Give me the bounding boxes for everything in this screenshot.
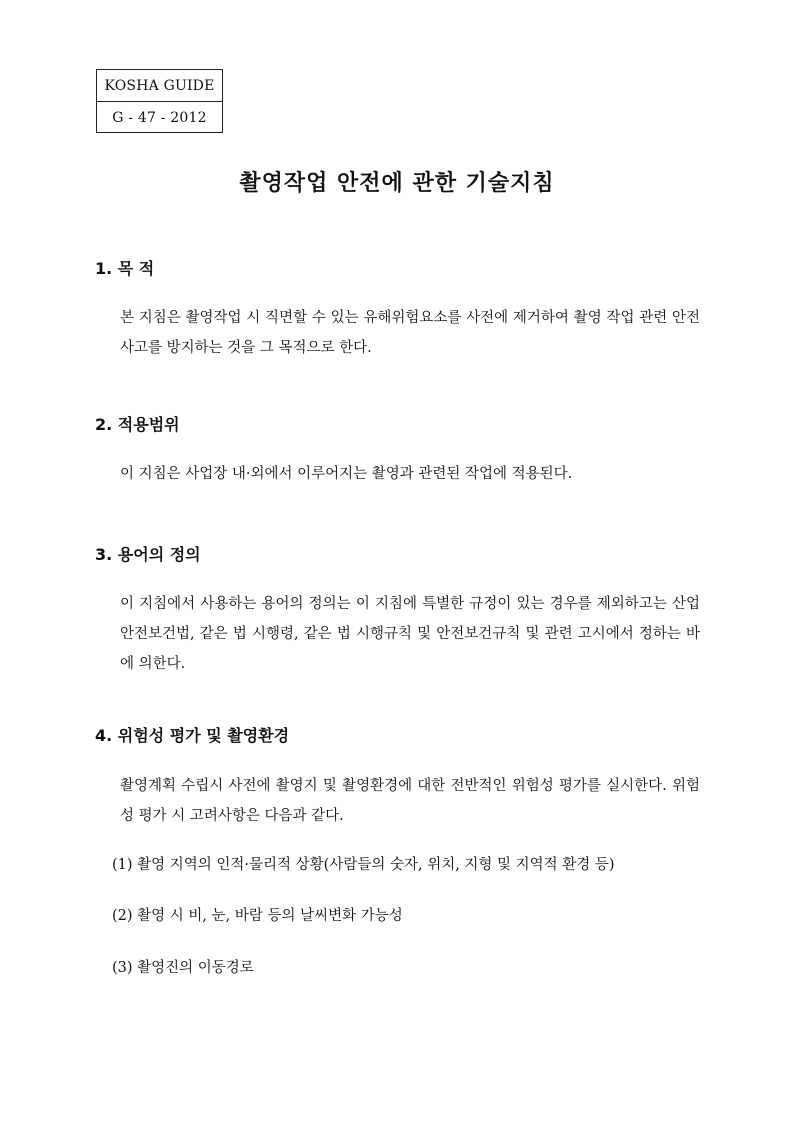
section-3-heading: 3. 용어의 정의 bbox=[95, 545, 201, 564]
section-1-heading: 1. 목 적 bbox=[95, 259, 155, 278]
section-4-paragraph: 촬영계획 수립시 사전에 촬영지 및 촬영환경에 대한 전반적인 위험성 평가를 실시한다. 위험성 평가 시 고려사항은 다음과 같다. bbox=[120, 778, 700, 824]
section-1-paragraph: 본 지침은 촬영작업 시 직면할 수 있는 유해위험요소를 사전에 제거하여 촬영 작업 관련 안전사고를 방지하는 것을 그 목적으로 한다. bbox=[120, 310, 700, 356]
guide-id-box bbox=[96, 69, 223, 133]
guide-code: G - 47 - 2012 bbox=[112, 109, 207, 126]
section-2-heading: 2. 적용범위 bbox=[95, 415, 180, 434]
section-4-heading: 4. 위험성 평가 및 촬영환경 bbox=[95, 726, 290, 745]
section-3-paragraph: 이 지침에서 사용하는 용어의 정의는 이 지침에 특별한 규정이 있는 경우를 제외하고는 산업안전보건법, 같은 법 시행령, 같은 법 시행규칙 및 안전보건규칙 및 관련 고시에서 정하는 바에 의한다. bbox=[120, 596, 700, 672]
document-title: 촬영작업 안전에 관한 기술지침 bbox=[239, 171, 555, 196]
list-item: (3) 촬영진의 이동경로 bbox=[112, 960, 254, 976]
guide-label: KOSHA GUIDE bbox=[97, 70, 222, 102]
list-item: (2) 촬영 시 비, 눈, 바람 등의 날씨변화 가능성 bbox=[112, 908, 403, 924]
list-item: (1) 촬영 지역의 인적·물리적 상황(사람들의 숫자, 위치, 지형 및 지역적 환경 등) bbox=[112, 857, 615, 873]
section-2-paragraph: 이 지침은 사업장 내·외에서 이루어지는 촬영과 관련된 작업에 적용된다. bbox=[120, 466, 573, 482]
